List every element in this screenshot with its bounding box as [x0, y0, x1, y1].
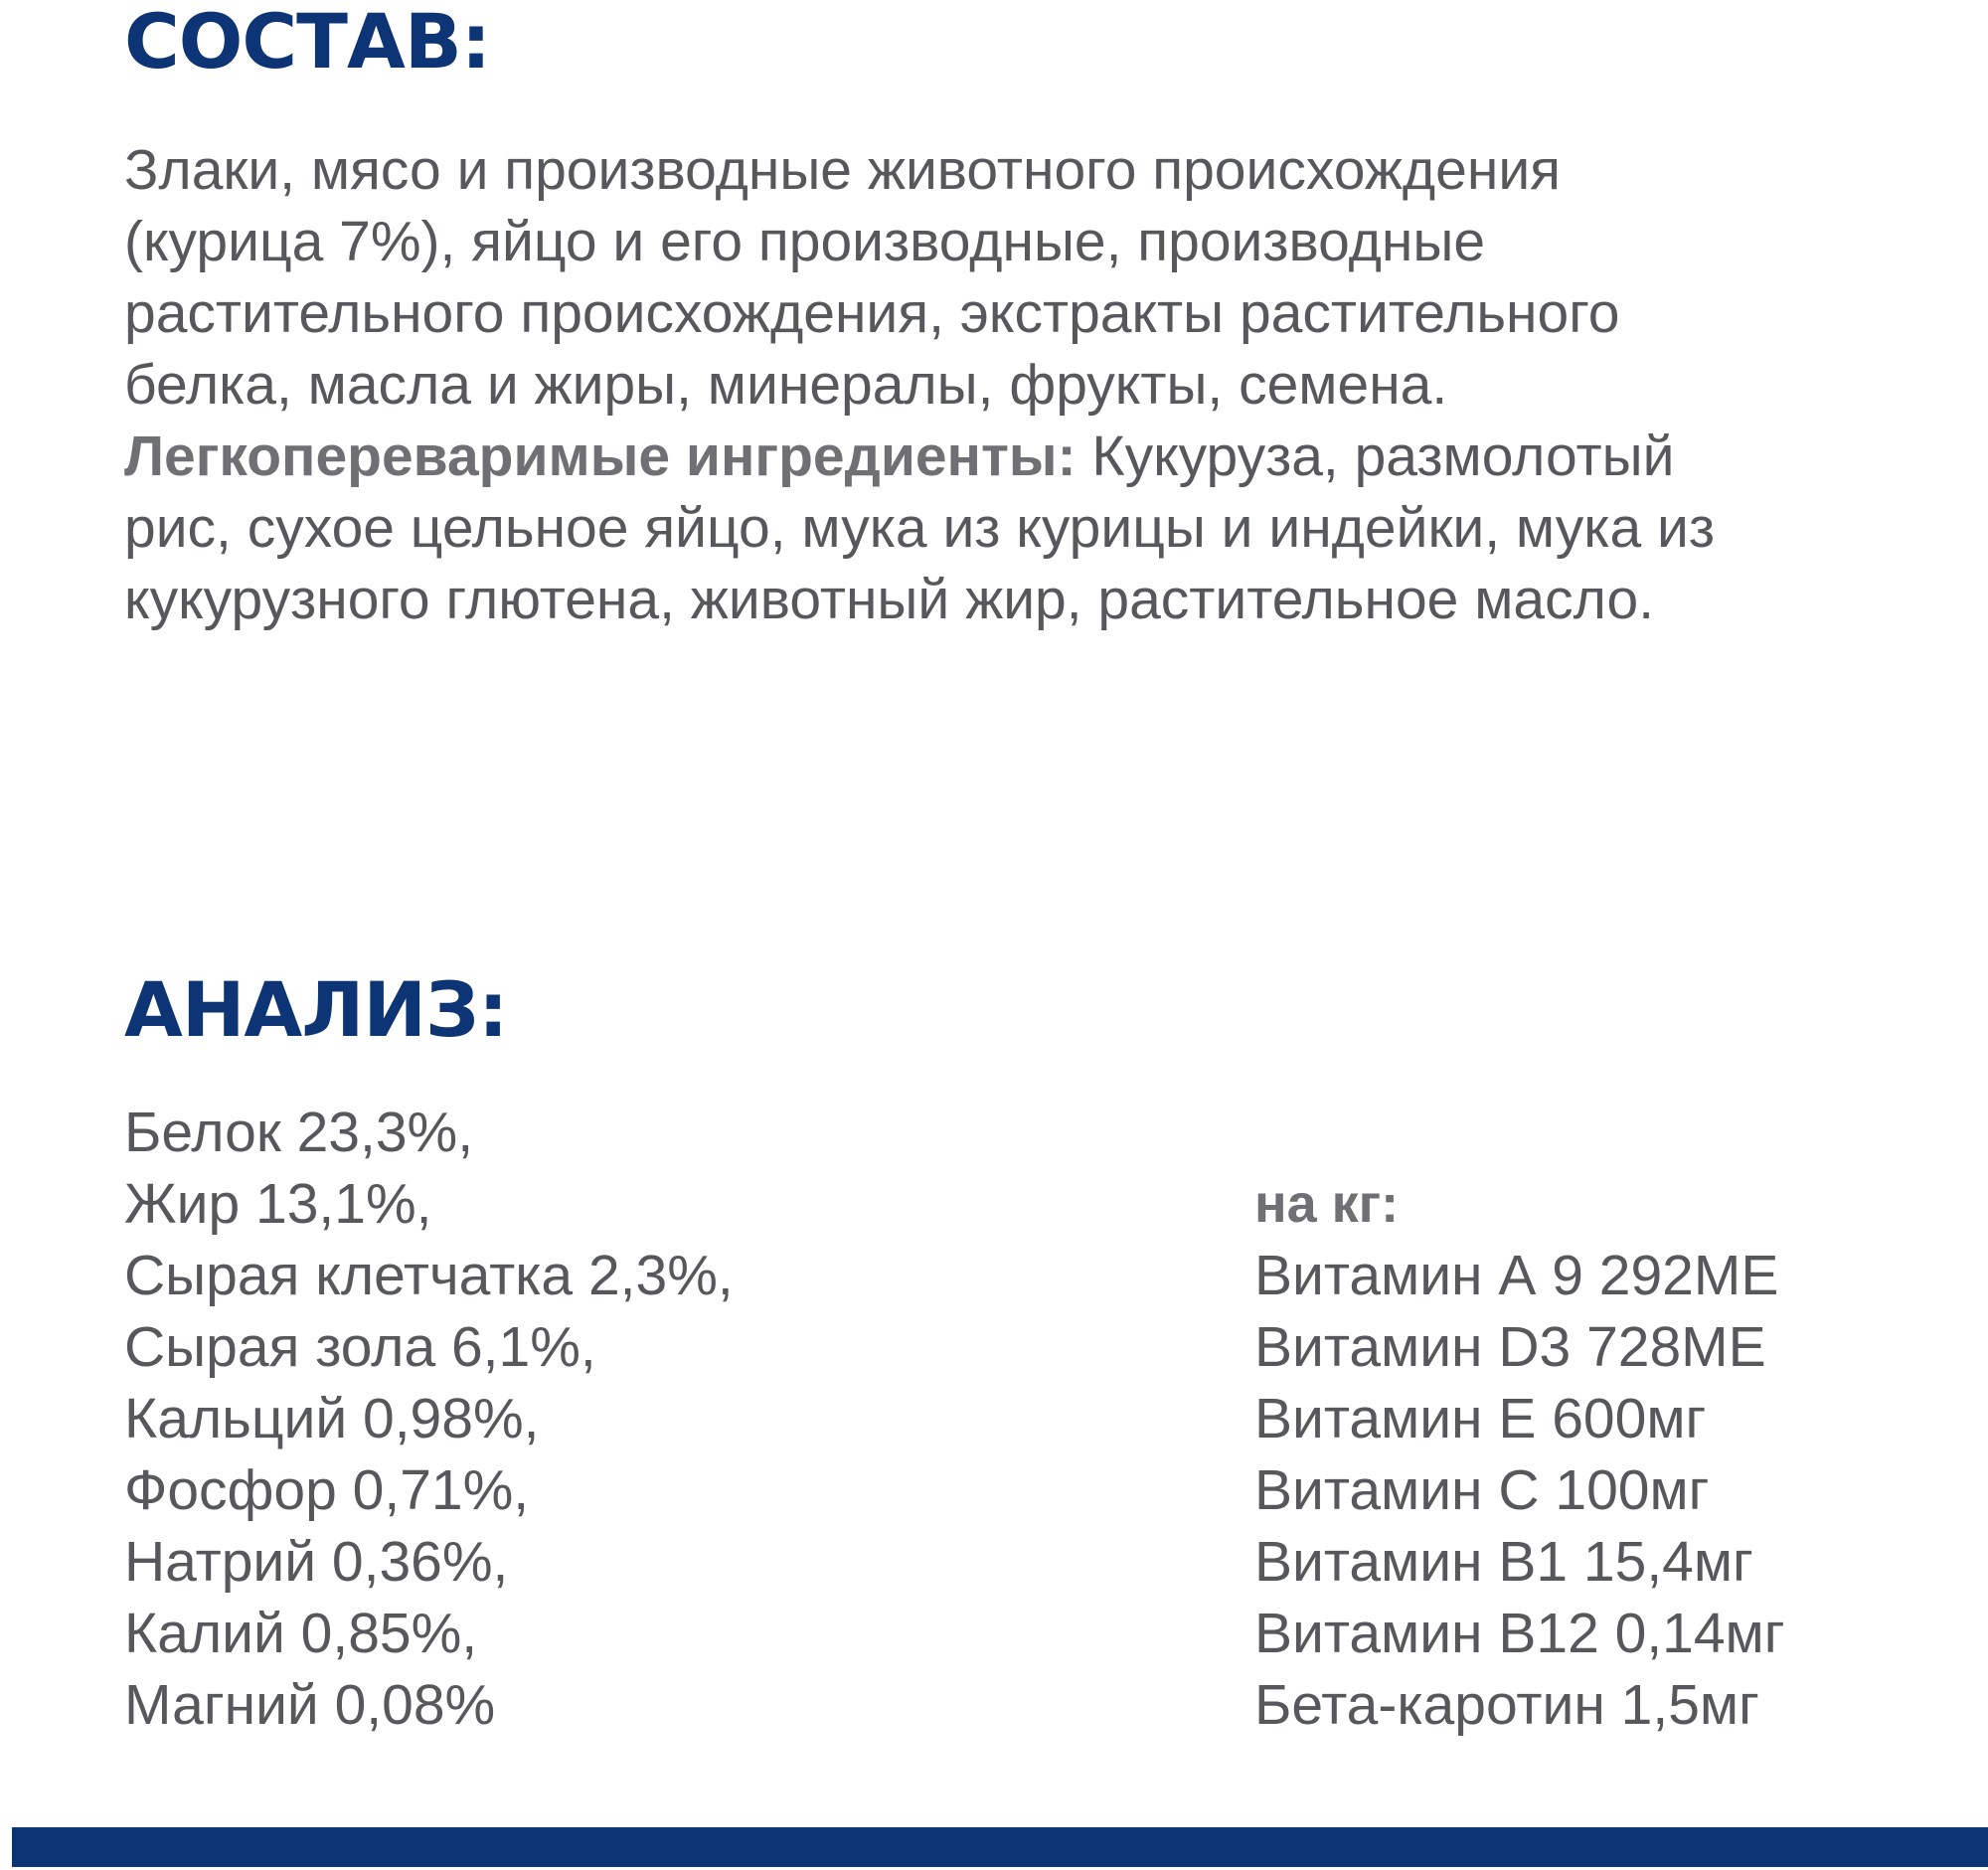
composition-main-text: Злаки, мясо и производные животного происхождения (курица 7%), яйцо и его производные, производные растительного происхождения, экстракты растительного белка, масла и жиры, минералы, фрукты, семена. [124, 138, 1620, 417]
nutrient-item-fiber: Сырая клетчатка 2,3%, [124, 1244, 734, 1307]
digestible-ingredients-text: Кукуруза, размолотый рис, сухое цельное яйцо, мука из курицы и индейки, мука из кукурузного глютена, животный жир, растительное масло. [124, 425, 1715, 631]
vitamin-item-a: Витамин А 9 292МЕ [1254, 1244, 1779, 1307]
vitamin-item-beta-carotene: Бета-каротин 1,5мг [1254, 1673, 1759, 1737]
nutrients-list [124, 1097, 734, 1741]
nutrient-item-sodium: Натрий 0,36%, [124, 1530, 509, 1594]
footer-bar [12, 1827, 1988, 1867]
nutrient-item-protein: Белок 23,3%, [124, 1101, 474, 1164]
vitamin-item-b12: Витамин В12 0,14мг [1254, 1602, 1785, 1665]
nutrient-item-ash: Сырая зола 6,1%, [124, 1315, 596, 1379]
analysis-heading: АНАЛИЗ: [124, 965, 508, 1054]
vitamin-item-e: Витамин Е 600мг [1254, 1387, 1707, 1450]
vitamin-item-b1: Витамин В1 15,4мг [1254, 1530, 1753, 1594]
vitamin-item-c: Витамин С 100мг [1254, 1458, 1710, 1522]
nutrient-item-magnesium: Магний 0,08% [124, 1673, 496, 1737]
nutrient-item-fat: Жир 13,1%, [124, 1172, 432, 1236]
per-kg-label: на кг: [1254, 1174, 1400, 1234]
digestible-ingredients-label: Легкопереваримые ингредиенты: [124, 425, 1077, 488]
vitamins-list [1254, 1168, 1785, 1741]
vitamin-item-d3: Витамин D3 728МЕ [1254, 1315, 1766, 1379]
nutrient-item-phosphorus: Фосфор 0,71%, [124, 1458, 530, 1522]
composition-heading: СОСТАВ: [124, 0, 491, 85]
nutrient-item-calcium: Кальций 0,98%, [124, 1387, 540, 1450]
nutrient-item-potassium: Калий 0,85%, [124, 1602, 478, 1665]
composition-text [124, 134, 1963, 635]
